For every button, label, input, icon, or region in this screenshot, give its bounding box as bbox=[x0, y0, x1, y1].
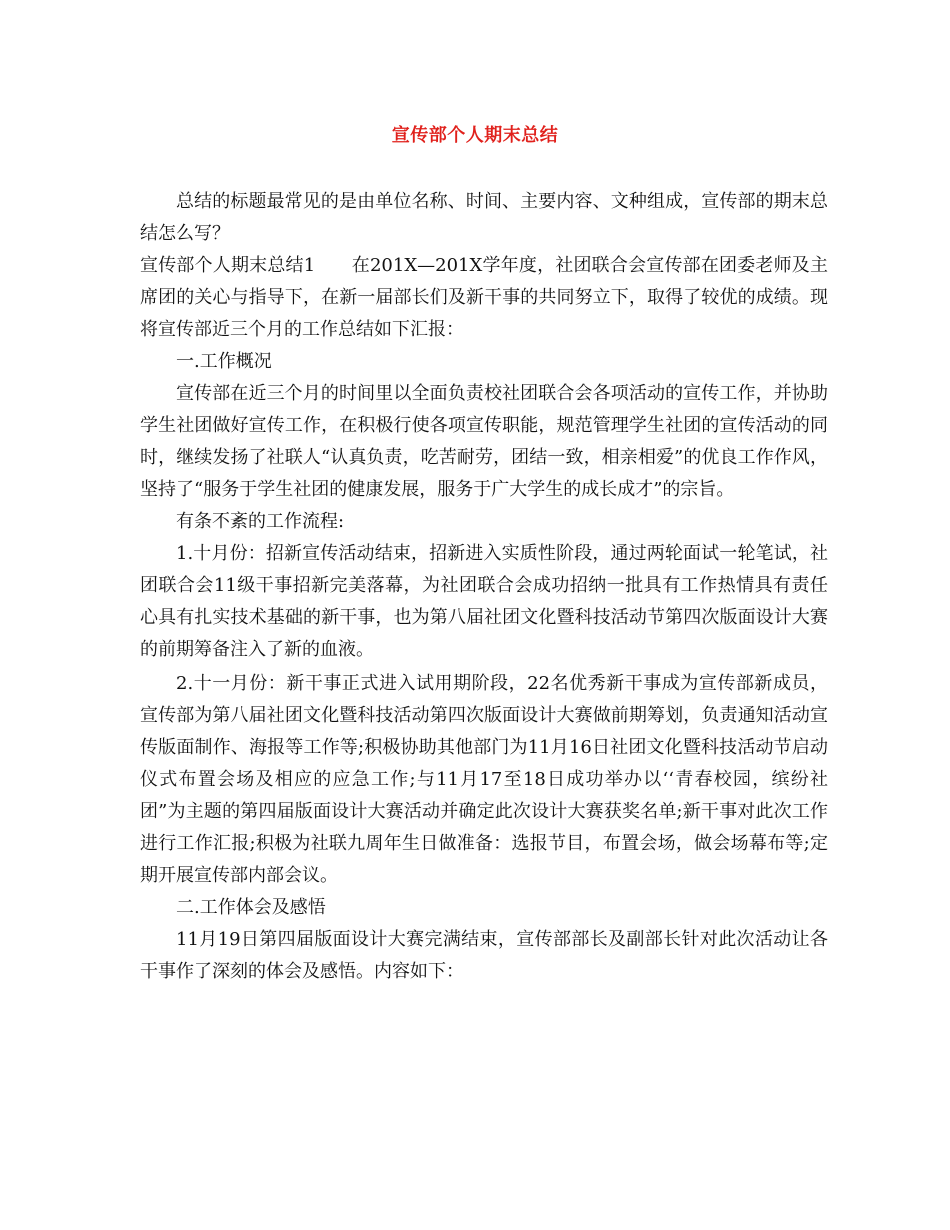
section-heading-experience: 二.工作体会及感悟 bbox=[176, 897, 326, 918]
paragraph-overview: 宣传部在近三个月的时间里以全面负责校社团联合会各项活动的宣传工作，并协助学生社团做好宣传工作，在积极行使各项宣传职能，规范管理学生社团的宣传活动的同时，继续发扬了社联人“认真负责，吃苦耐劳，团结一致，相亲相爱”的优良工作作风，坚持了“服务于学生社团的健康发展，服务于广大学生的成长成才”的宗旨。 bbox=[140, 383, 828, 500]
paragraph-experience: 11月19日第四届版面设计大赛完满结束，宣传部部长及副部长针对此次活动让各干事作了深刻的体会及感悟。内容如下： bbox=[140, 929, 828, 982]
paragraph-intro: 总结的标题最常见的是由单位名称、时间、主要内容、文种组成，宣传部的期末总结怎么写？ bbox=[140, 191, 828, 244]
document-title: 宣传部个人期末总结 bbox=[391, 125, 559, 146]
paragraph-october: 1.十月份：招新宣传活动结束，招新进入实质性阶段，通过两轮面试一轮笔试，社团联合会11级干事招新完美落幕，为社团联合会成功招纳一批具有工作热情具有责任心具有扎实技术基础的新干事，也为第八届社团文化暨科技活动节第四次版面设计大赛的前期筹备注入了新的血液。 bbox=[140, 543, 828, 660]
document-body bbox=[140, 186, 828, 988]
section-heading-work-overview: 一.工作概况 bbox=[176, 351, 272, 372]
paragraph-november: 2.十一月份：新干事正式进入试用期阶段，22名优秀新干事成为宣传部新成员，宣传部为第八届社团文化暨科技活动第四次版面设计大赛做前期筹划，负责通知活动宣传版面制作、海报等工作等;积极协助其他部门为11月16日社团文化暨科技活动节启动仪式布置会场及相应的应急工作;与11月17至18日成功举办以‘‘青春校园，缤纷社团”为主题的第四届版面设计大赛活动并确定此次设计大赛获奖名单;新干事对此次工作进行工作汇报;积极为社联九周年生日做准备：选报节目，布置会场，做会场幕布等;定期开展宣传部内部会议。 bbox=[140, 673, 828, 886]
paragraph-workflow-label: 有条不紊的工作流程: bbox=[176, 511, 345, 532]
paragraph-summary-1: 宣传部个人期末总结1 在201X—201X学年度，社团联合会宣传部在团委老师及主席团的关心与指导下，在新一届部长们及新干事的共同努立下，取得了较优的成绩。现将宣传部近三个月的工作总结如下汇报： bbox=[140, 255, 828, 340]
